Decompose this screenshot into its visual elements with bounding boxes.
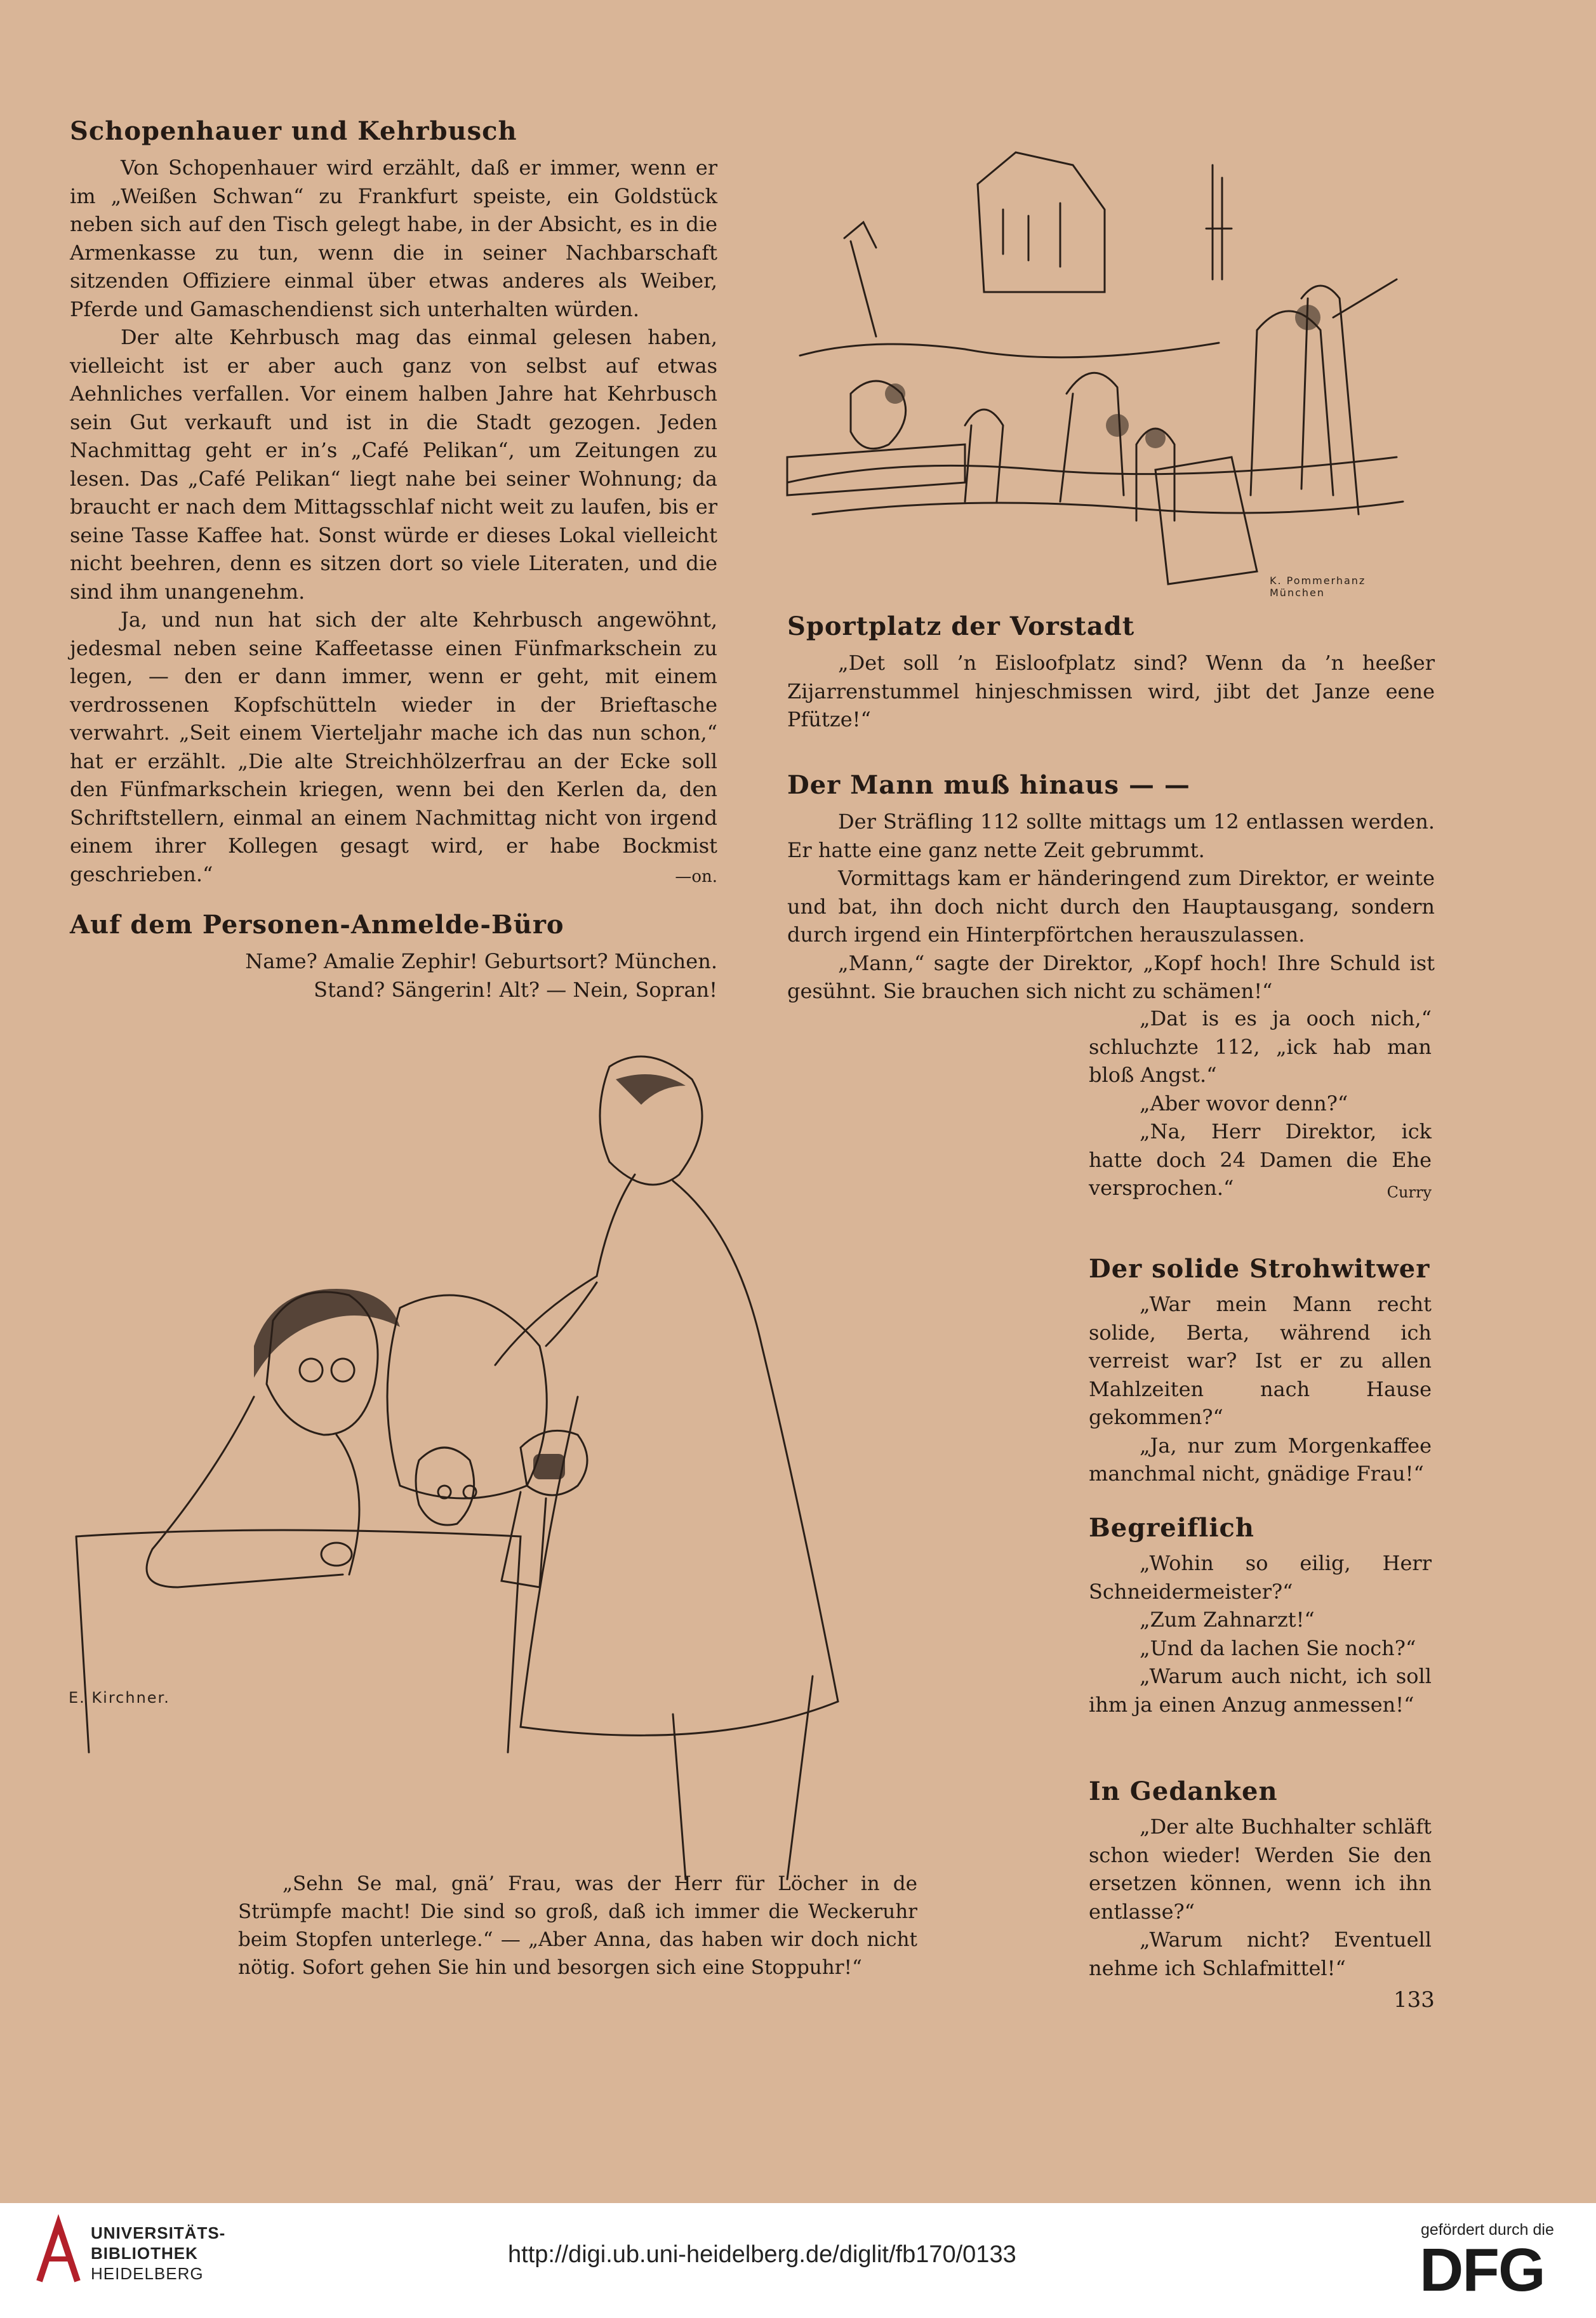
university-library-logo-icon: [33, 2221, 84, 2284]
illustration-artist-signature: K. Pommerhanz München: [1270, 575, 1366, 599]
article-sportplatz: [787, 609, 1435, 734]
article-title: Begreiflich: [1089, 1513, 1254, 1543]
article-paragraph: Der alte Kehrbusch mag das einmal gelesen haben, vielleicht ist er aber auch ganz von selbst auf etwas Aehnliches verfallen. Vor einem halben Jahre hat Kehrbusch sein Gut verkauft und ist in die Stadt gezogen. Jeden Nachmittag geht er in’s „Café Pelikan“, um Zeitungen zu lesen. Das „Café Pelikan“ liegt nahe bei seiner Wohnung; da braucht er nach dem Mittagsschlaf nicht weit zu laufen, bis er seine Tasse Kaffee hat. Sonst würde er dieses Lokal vielleicht nicht beehren, denn es sitzen dort so viele Literaten, und die sind ihm unangenehm.: [70, 325, 717, 604]
sponsor-text: gefördert durch die: [1421, 2221, 1554, 2239]
illustration-ice-rink: [775, 127, 1409, 609]
article-paragraph: Der Sträfling 112 sollte mittags um 12 entlassen werden. Er hatte eine ganz nette Zeit gebrummt.: [787, 809, 1435, 862]
article-begreiflich: [1089, 1511, 1432, 1719]
article-line: Name? Amalie Zephir! Geburtsort? München.: [245, 949, 717, 973]
article-paragraph: Vormittags kam er händeringend zum Direktor, er weinte und bat, ihn doch nicht durch den Hauptausgang, sondern durch irgend ein Hinterpförtchen herauszulassen.: [787, 866, 1435, 947]
illustration-caption: „Sehn Se mal, gnä’ Frau, was der Herr für Löcher in de Strümpfe macht! Die sind so groß, daß ich immer die Weckeruhr beim Stopfen unterlege.“ — „Aber Anna, das haben wir doch nicht nötig. Sofort gehen Sie hin und besorgen sich eine Stoppuhr!“: [238, 1872, 917, 1979]
article-paragraph: „War mein Mann recht solide, Berta, während ich verreist war? Ist er zu allen Mahlzeiten nach Hause gekommen?“: [1089, 1292, 1432, 1429]
article-title: Auf dem Personen-Anmelde-Büro: [70, 910, 564, 940]
article-paragraph: „Na, Herr Direktor, ick hatte doch 24 Damen die Ehe versprochen.“: [1089, 1119, 1432, 1200]
article-paragraph: „Mann,“ sagte der Direktor, „Kopf hoch! Ihre Schuld ist gesühnt. Sie brauchen sich nicht zu schämen!“: [787, 950, 1435, 1003]
article-der-mann-muss-hinaus-continued: [1089, 1004, 1432, 1206]
article-paragraph: „Warum nicht? Eventuell nehme ich Schlafmittel!“: [1089, 1928, 1432, 1980]
library-name-line-2: BIBLIOTHEK: [91, 2244, 198, 2263]
article-title: Der solide Strohwitwer: [1089, 1254, 1430, 1284]
digitization-footer: [0, 2203, 1596, 2318]
article-signature: Curry: [1387, 1183, 1432, 1201]
article-paragraph: „Ja, nur zum Morgenkaffee manchmal nicht, gnädige Frau!“: [1089, 1433, 1432, 1486]
library-name-line-3: HEIDELBERG: [91, 2264, 204, 2283]
article-paragraph: „Aber wovor denn?“: [1140, 1091, 1348, 1116]
article-paragraph: „Der alte Buchhalter schläft schon wieder! Werden Sie den ersetzen können, wenn ich ihn entlasse?“: [1089, 1815, 1432, 1924]
article-paragraph: Ja, und nun hat sich der alte Kehrbusch angewöhnt, jedesmal neben seine Kaffeetasse einen Fünfmarkschein zu legen, — den er dann immer, wenn er geht, mit einem verdrossenen Kopfschütteln wieder in der Brieftasche verwahrt. „Seit einem Vierteljahr mache ich das nun schon,“ hat er erzählt. „Die alte Streichhölzerfrau an der Ecke soll den Fünfmarkschein kriegen, wenn bei den Kerlen da, den Schriftstellern, einmal an einem Nachmittag nicht von irgend einem ihrer Kollegen gesagt wird, er habe Bockmist geschrieben.“: [70, 608, 717, 886]
article-der-mann-muss-hinaus: [787, 768, 1435, 1006]
article-paragraph: Von Schopenhauer wird erzählt, daß er immer, wenn er im „Weißen Schwan“ zu Frankfurt speiste, ein Goldstück neben sich auf den Tisch gelegt habe, in der Absicht, es in die Armenkasse zu tun, wenn die in seiner Nachbarschaft sitzenden Offiziere einmal über etwas anderes als Weiber, Pferde und Gamaschendienst sich unterhalten würden.: [70, 156, 717, 321]
article-personen-anmelde-buero: [70, 908, 717, 1004]
article-paragraph: „Wohin so eilig, Herr Schneidermeister?“: [1089, 1551, 1432, 1604]
digitization-url-link[interactable]: http://digi.ub.uni-heidelberg.de/diglit/fb170/0133: [508, 2241, 1016, 2268]
article-schopenhauer: [70, 114, 717, 891]
article-der-solide-strohwitwer: [1089, 1252, 1432, 1488]
article-in-gedanken: [1089, 1775, 1432, 1982]
article-paragraph: „Warum auch nicht, ich soll ihm ja einen Anzug anmessen!“: [1089, 1664, 1432, 1717]
article-line: Stand? Sängerin! Alt? — Nein, Sopran!: [314, 977, 717, 1002]
illustration-artist-signature: E. Kirchner.: [69, 1689, 170, 1707]
article-paragraph: „Det soll ’n Eisloofplatz sind? Wenn da ’n heeßer Zijarrenstummel hinjeschmissen wird, jibt det Janze eene Pfütze!“: [787, 651, 1435, 731]
article-title: In Gedanken: [1089, 1776, 1278, 1806]
page-number: 133: [1393, 1987, 1435, 2013]
illustration-maid-and-lady: [63, 1041, 1041, 1886]
library-name-line-1: UNIVERSITÄTS-: [91, 2223, 226, 2242]
article-paragraph: „Zum Zahnarzt!“: [1140, 1608, 1315, 1632]
article-title: Der Mann muß hinaus — —: [787, 770, 1190, 800]
article-signature: —on.: [675, 867, 717, 886]
article-paragraph: „Dat is es ja ooch nich,“ schluchzte 112, „ick hab man bloß Angst.“: [1089, 1006, 1432, 1087]
article-title: Schopenhauer und Kehrbusch: [70, 116, 517, 146]
article-paragraph: „Und da lachen Sie noch?“: [1140, 1635, 1416, 1660]
dfg-logo: DFG: [1420, 2236, 1545, 2304]
article-title: Sportplatz der Vorstadt: [787, 611, 1135, 641]
